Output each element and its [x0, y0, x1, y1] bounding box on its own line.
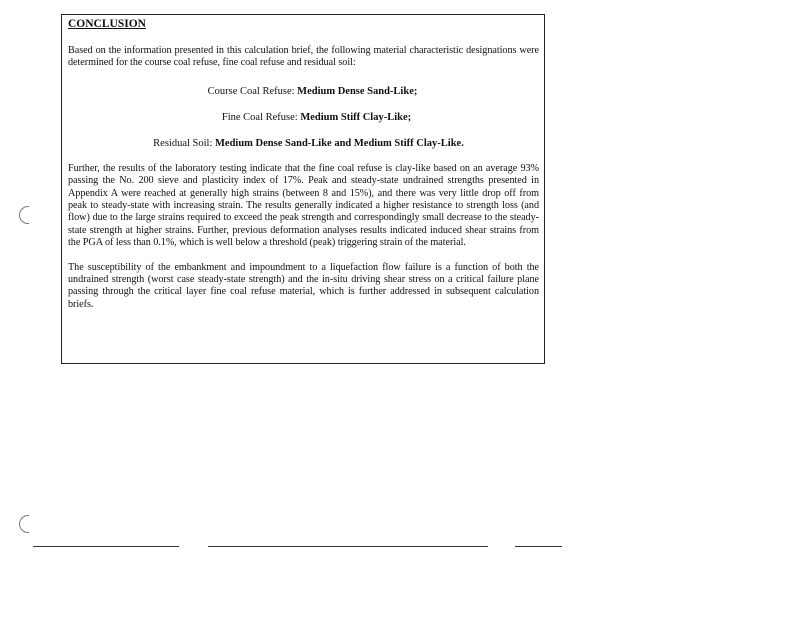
designation-value: Medium Dense Sand-Like; [297, 85, 418, 97]
designation-label: Fine Coal Refuse: [221, 111, 298, 123]
footer-rule [515, 546, 562, 547]
designation-label: Course Coal Refuse: [207, 85, 295, 97]
binder-hole-mark [19, 515, 29, 533]
susceptibility-paragraph: The susceptibility of the embankment and impoundment to a liquefaction flow failure is a function of both the undrained strength (worst case steady-state strength) and the in-situ driving shear stress on a critical failure plane passing through the critical layer fine coal refuse material, which is further addressed in subsequent calculation briefs. [68, 261, 539, 310]
laboratory-results-paragraph: Further, the results of the laboratory testing indicate that the fine coal refuse is clay-like based on an average 93% passing the No. 200 sieve and plasticity index of 17%. Peak and steady-state undrained strengths presented in Appendix A were reached at generally high strains (between 8 and 15%), and there was very little drop off from peak to steady-state with increasing strain. The results generally indicated a higher resistance to strength loss (and flow) due to the large strains required to exceed the peak strength and correspondingly small decrease to the steady-state strength at higher strains. Further, previous deformation analyses results indicated induced shear strains from the PGA of less than 0.1%, which is well below a threshold (peak) triggering strain of the material. [68, 162, 539, 249]
designation-course-coal-refuse [68, 85, 539, 98]
intro-paragraph: Based on the information presented in this calculation brief, the following material characteristic designations were determined for the course coal refuse, fine coal refuse and residual soil: [68, 45, 539, 69]
footer-rule [208, 546, 488, 547]
binder-hole-mark [19, 206, 29, 224]
designation-value: Medium Stiff Clay-Like; [300, 111, 412, 123]
footer-rule [33, 546, 179, 547]
designation-value: Medium Dense Sand-Like and Medium Stiff Clay-Like. [215, 137, 464, 149]
conclusion-box [61, 14, 545, 364]
designation-label: Residual Soil: [153, 137, 213, 149]
designation-fine-coal-refuse [68, 111, 539, 124]
designation-residual-soil [68, 137, 539, 150]
conclusion-heading: CONCLUSION [68, 18, 146, 30]
